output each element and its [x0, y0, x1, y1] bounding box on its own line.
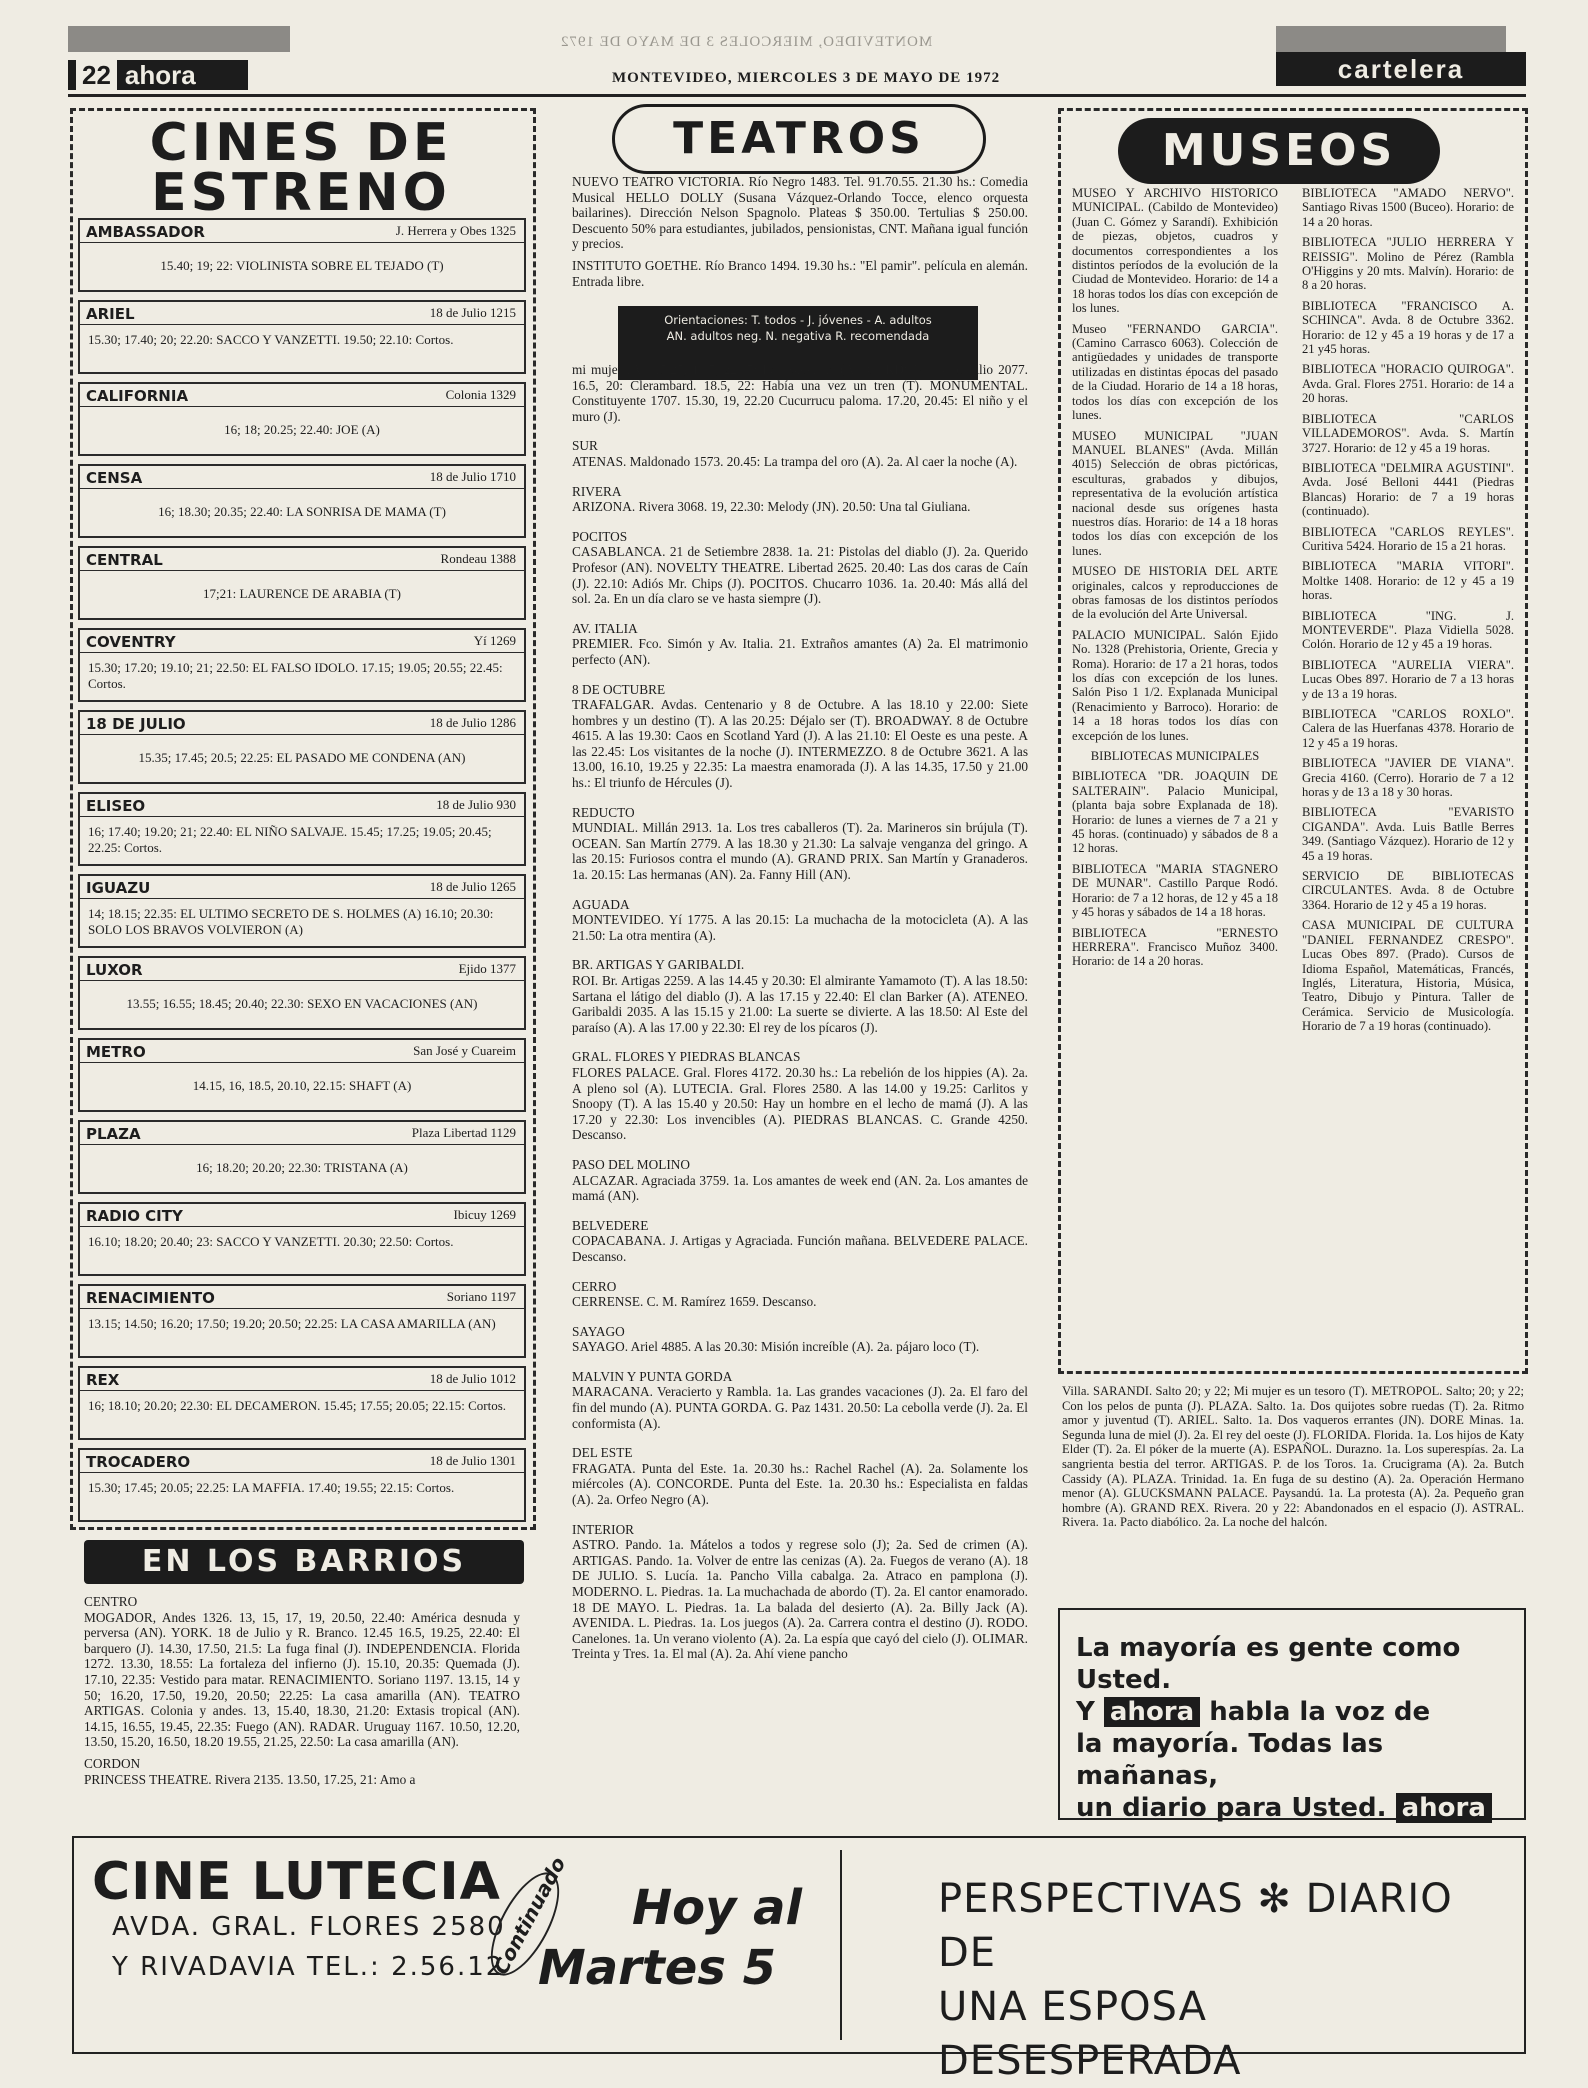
biblioteca-entry: CASA MUNICIPAL DE CULTURA "DANIEL FERNANDEZ CRESPO". Lucas Obes 897. (Prado). Cursos de Idioma Español, Matemáticas, Francés, Inglés, Literatura, Historia, Música, Teatro, Dibujo y Pintura. Taller de Cerámica. Servicio de Musicología. Horario de 7 a 19 horas (continuado).	[1302, 918, 1514, 1034]
listing-text: CERRENSE. C. M. Ramírez 1659. Descanso.	[572, 1294, 817, 1310]
film-title-line1: PERSPECTIVAS ✻ DIARIO DE	[938, 1876, 1453, 1976]
cines-title	[86, 113, 516, 223]
teatros-title: TEATROS	[612, 104, 986, 174]
divider	[80, 1226, 524, 1227]
cine-address: Plaza Libertad 1129	[411, 1125, 516, 1140]
cine-name: REX	[86, 1371, 120, 1389]
header-rule	[68, 94, 1526, 97]
ahora-advertisement	[1058, 1608, 1526, 1823]
cine-showings: 16; 18.10; 20.20; 22.30: EL DECAMERON. 15.45; 17.55; 20.05; 22.15: Cortos.	[88, 1398, 507, 1413]
biblioteca-entry: BIBLIOTECA "DELMIRA AGUSTINI". Avda. José Belloni 4441 (Piedras Blancas) Horario: de 7 a 19 horas (continuado).	[1302, 460, 1514, 519]
museo-entry: BIBLIOTECA "DR. JOAQUIN DE SALTERAIN". Palacio Municipal, (planta baja sobre Explanada de 18). Horario: de lunes a viernes de 7 a 21 y 45 horas. (continuado) y sábados de 8 a 12 horas.	[1072, 769, 1278, 856]
cine-address: San José y Cuareim	[413, 1043, 516, 1058]
barrio-head: AGUADA	[572, 896, 630, 912]
cine-showings: 14; 18.15; 22.35: EL ULTIMO SECRETO DE S. HOLMES (A) 16.10; 20.30: SOLO LOS BRAVOS VOLVIERON (A)	[88, 906, 494, 937]
cine-showings: 13.55; 16.55; 18.45; 20.40; 22.30: SEXO EN VACACIONES (AN)	[126, 996, 478, 1011]
cine-showings: 15.40; 19; 22: VIOLINISTA SOBRE EL TEJADO (T)	[160, 258, 444, 273]
listing-text: PREMIER. Fco. Simón y Av. Italia. 21. Extraños amantes (A) 2a. El matrimonio perfecto (AN).	[572, 636, 1028, 667]
biblioteca-entry: BIBLIOTECA "CARLOS REYLES". Curitiva 5424. Horario de 15 a 21 horas.	[1302, 524, 1514, 553]
barrios-title: EN LOS BARRIOS	[84, 1540, 524, 1584]
hoy-al: Hoy al	[632, 1880, 802, 1936]
cine-address: Soriano 1197	[446, 1289, 516, 1304]
cine-name: ELISEO	[86, 797, 146, 815]
listing-text: ROI. Br. Artigas 2259. A las 14.45 y 20.30: El almirante Yamamoto (T). A las 18.50: Sartana el látigo del diablo (J). A las 17.15 y 22.40: El clan Barker (A). ATENEO. Garibaldi 2035. A las 15.15 y 21.00: La suerte se divierte. A las 18.50: Al Este del paraíso (A). A las 17.00 y 22.30: El rey de los pícaros (J).	[572, 973, 1028, 1035]
cine-address: 18 de Julio 1301	[429, 1453, 516, 1468]
ad-line1: La mayoría es gente como Usted.	[1076, 1633, 1461, 1695]
ad-divider	[840, 1850, 842, 2040]
barrios-cordon-head: CORDON	[84, 1755, 141, 1771]
barrio-head: RIVERA	[572, 483, 622, 499]
lutecia-address-line1: AVDA. GRAL. FLORES 2580	[112, 1912, 506, 1942]
biblioteca-entry: SERVICIO DE BIBLIOTECAS CIRCULANTES. Avda. 8 de Octubre 3364. Horario de 12 y 45 a 19 horas.	[1302, 869, 1514, 912]
paper-name: ahora	[124, 60, 196, 90]
biblioteca-entry: BIBLIOTECA "AURELIA VIERA". Lucas Obes 897. Horario de 7 a 13 horas y de 13 a 19 horas.	[1302, 657, 1514, 701]
barrio-head: POCITOS	[572, 528, 628, 544]
listing-text: COPACABANA. J. Artigas y Agraciada. Función mañana. BELVEDERE PALACE. Descanso.	[572, 1233, 1028, 1264]
page-number: 22	[76, 60, 117, 90]
cine-listing	[78, 1448, 526, 1522]
cine-address: Ejido 1377	[458, 961, 516, 976]
cine-listing	[78, 464, 526, 538]
biblioteca-entry: BIBLIOTECA "ING. J. MONTEVERDE". Plaza Vidiella 5028. Colón. Horario de 12 y 45 a 19 horas.	[1302, 608, 1514, 652]
cines-list	[78, 218, 526, 1530]
ratings-legend-line1: Orientaciones: T. todos - J. jóvenes - A. adultos	[664, 313, 932, 327]
barrio-head: BELVEDERE	[572, 1217, 649, 1233]
continuado-badge: Continuado	[477, 1862, 573, 1985]
listing-text: FRAGATA. Punta del Este. 1a. 20.30 hs.: Rachel Rachel (A). 2a. Solamente los miércoles (A). CONCORDE. Punta del Este. 1a. 20.30 hs.: Especialista en faldas (A). 2a. Orfeo Negro (A).	[572, 1460, 1028, 1508]
museo-entry: BIBLIOTECAS MUNICIPALES	[1090, 749, 1260, 764]
teatros-victoria: NUEVO TEATRO VICTORIA. Río Negro 1483. Tel. 91.70.55. 21.30 hs.: Comedia Musical HELLO DOLLY (Susana Vázquez-Orlando Tocce, elenco orquesta bailarines). Dirección Nelson Spagnolo. Plateas $ 350.00. Tertulias $ 250.00. Descuento 50% para estudiantes, jubilados, pensionistas, CNT. Mañana igual función y precios.	[572, 174, 1028, 252]
divider	[80, 734, 524, 735]
divider	[80, 406, 524, 407]
cine-address: 18 de Julio 1710	[429, 469, 516, 484]
barrio-head: BR. ARTIGAS Y GARIBALDI.	[572, 957, 745, 973]
cine-address: 18 de Julio 1286	[429, 715, 516, 730]
cine-showings: 15.30; 17.40; 20; 22.20: SACCO Y VANZETTI. 19.50; 22.10: Cortos.	[88, 332, 454, 347]
cine-showings: 16.10; 18.20; 20.40; 23: SACCO Y VANZETTI. 20.30; 22.50: Cortos.	[88, 1234, 454, 1249]
museos-right-column	[1302, 186, 1514, 1040]
biblioteca-entry: BIBLIOTECA "JULIO HERRERA Y REISSIG". Molino de Pérez (Rambla O'Higgins y 20 mts. Malvín). Horario: de 8 a 20 horas.	[1302, 235, 1514, 293]
divider	[80, 652, 524, 653]
cine-listing	[78, 1120, 526, 1194]
museo-entry: PALACIO MUNICIPAL. Salón Ejido No. 1328 (Prehistoria, Oriente, Grecia y Roma). Horario: de 17 a 21 horas, todos los días con excepción de los lunes. Salón Piso 1 1/2. Explanada Municipal (Renacimiento y Barroco). Horario: de 14 a 18 horas todos los días con excepción de los lunes.	[1072, 627, 1278, 743]
listing-text: CASABLANCA. 21 de Setiembre 2838. 1a. 21: Pistolas del diablo (J). 2a. Querido Profesor (AN). NOVELTY THEATRE. Libertad 2625. 20.40: Las dos caras de Caín (J). 22.10: Adiós Mr. Chips (J). POCITOS. Chucarro 1036. 1a. 20.40: Más allá del sol. 2a. En un día claro se ve hasta siempre (J).	[572, 544, 1028, 607]
cine-address: 18 de Julio 930	[436, 797, 516, 812]
barrio-head: CERRO	[572, 1278, 617, 1294]
divider	[80, 898, 524, 899]
martes-5: Martes 5	[538, 1940, 777, 1996]
listing-text: MUNDIAL. Millán 2913. 1a. Los tres caballeros (T). 2a. Marineros sin brújula (T). OCEAN. San Martín 2779. A las 18.30 y 21.30: La salvaje venganza del gringo. A las 20.15: Furiosos contra el mundo (A). GRAND PRIX. San Martín y Granaderos. 1a. 20.15: Las hermanas (AN). 2a. Fanny Hill (AN).	[572, 820, 1028, 883]
listing-text: ATENAS. Maldonado 1573. 20.45: La trampa del oro (A). 2a. Al caer la noche (A).	[572, 453, 1018, 469]
biblioteca-entry: BIBLIOTECA "HORACIO QUIROGA". Avda. Gral. Flores 2751. Horario: de 14 a 20 horas.	[1302, 362, 1514, 406]
cine-showings: 15.30; 17.20; 19.10; 21; 22.50: EL FALSO IDOLO. 17.15; 19.05; 20.55; 22.45: Cortos.	[88, 660, 503, 691]
museo-entry: MUSEO MUNICIPAL "JUAN MANUEL BLANES" (Avda. Millán 4015) Selección de obras pictóricas, esculturas, grabados y dibujos, representativa de la evolución artística nacional desde sus orígenes hasta nuestros días. Horario: de 14 a 18 horas todos los días con excepción de los lunes.	[1072, 428, 1278, 558]
cine-address: Yí 1269	[473, 633, 516, 648]
masthead-shadow-left	[68, 26, 290, 52]
divider	[80, 1144, 524, 1145]
cine-listing	[78, 300, 526, 374]
cine-address: Ibicuy 1269	[453, 1207, 516, 1222]
museos-left-column	[1072, 186, 1278, 975]
cine-name: CENTRAL	[86, 551, 163, 569]
cine-showings: 13.15; 14.50; 16.20; 17.50; 19.20; 20.50; 22.25: LA CASA AMARILLA (AN)	[88, 1316, 496, 1331]
museo-entry: MUSEO Y ARCHIVO HISTORICO MUNICIPAL. (Cabildo de Montevideo) (Juan C. Gómez y Sarandí). Exhibición de piezas, objetos, cuadros y documentos correspondientes a los distintos períodos de la evolución de la Ciudad de Montevideo. Horario: de 14 a 18 horas todos los días con excepción de los lunes.	[1072, 186, 1278, 316]
lutecia-title: CINE LUTECIA	[92, 1852, 501, 1912]
divider	[80, 1472, 524, 1473]
biblioteca-entry: BIBLIOTECA "FRANCISCO A. SCHINCA". Avda. 8 de Octubre 3362. Horario: de 12 y 45 a 19 horas y de 17 a 21 y45 horas.	[1302, 298, 1514, 357]
cine-showings: 17;21: LAURENCE DE ARABIA (T)	[203, 586, 401, 601]
divider	[80, 488, 524, 489]
divider	[80, 570, 524, 571]
barrios-centro-head: CENTRO	[84, 1594, 138, 1609]
listing-text: mi mujer (A). 15.25, 19.5, 22.35: La residencia (A). CORDON. 18 de Julio 2077. 16.5, 20: Clerambard. 18.5, 22: Había una vez un tren (T). MONUMENTAL. Constituyente 1707. 15.30, 19, 22.20 Cucurrucu paloma. 17.20, 20.45: El niño y el muro (J).	[572, 362, 1028, 424]
cine-address: Rondeau 1388	[440, 551, 516, 566]
cine-name: 18 DE JULIO	[86, 715, 186, 733]
cine-listing	[78, 956, 526, 1030]
cine-name: RADIO CITY	[86, 1207, 183, 1225]
barrio-head: SAYAGO	[572, 1323, 625, 1339]
museos-title: MUSEOS	[1118, 118, 1440, 184]
cine-listing	[78, 710, 526, 784]
interior-continued: Villa. SARANDI. Salto 20; y 22; Mi mujer es un tesoro (T). METROPOL. Salto; 20; y 22; Con los pelos de punta (J). PLAZA. Salto. 1a. Dos quijotes sobre ruedas (T). 2a. Ritmo amor y juventud (T). ARIEL. Salto. 1a. Dos vaqueros errantes (JN). DORE Minas. 1a. Segunda luna de miel (J). 2a. El rey del oeste (J). FLORIDA. Florida. 1a. Los hijos de Katy Elder (T). 2a. El póker de la muerte (A). ESPAÑOL. Durazno. 1a. Los superespías. 2a. La sangrienta bestia del terror. ARTIGAS. P. de los Toros. 1a. Crucigrama (A). 2a. Butch Cassidy (A). PLAZA. Trinidad. 1a. En fuga de su destino (A). 2a. Operación Hermano menor (A). GLUCKSMANN PALACE. Paysandú. 1a. La protesta (A). 2a. Pequeño gran hombre (A). GRAND REX. Rivera. 20 y 22: Abandonados en el espacio (J). ASTRAL. Rivera. 1a. Pacto diabólico. 2a. La noche del halcón.	[1062, 1384, 1524, 1530]
barrio-head: 8 DE OCTUBRE	[572, 681, 666, 697]
cine-showings: 15.30; 17.45; 20.05; 22.25: LA MAFFIA. 17.40; 19.55; 22.15: Cortos.	[88, 1480, 455, 1495]
teatros-intro	[572, 174, 1028, 295]
cine-listing	[78, 1202, 526, 1276]
cine-listing	[78, 1366, 526, 1440]
cine-showings: 16; 17.40; 19.20; 21; 22.40: EL NIÑO SALVAJE. 15.45; 17.25; 19.05; 20.45; 22.25: Cortos.	[88, 824, 492, 855]
teatros-listings	[572, 362, 1028, 1668]
cine-name: LUXOR	[86, 961, 143, 979]
cine-showings: 15.35; 17.45; 20.5; 22.25: EL PASADO ME CONDENA (AN)	[138, 750, 466, 765]
biblioteca-entry: BIBLIOTECA "AMADO NERVO". Santiago Rivas 1500 (Buceo). Horario: de 14 a 20 horas.	[1302, 186, 1514, 229]
museo-entry: BIBLIOTECA "ERNESTO HERRERA". Francisco Muñoz 3400. Horario: de 14 a 20 horas.	[1072, 925, 1278, 969]
cine-name: COVENTRY	[86, 633, 176, 651]
biblioteca-entry: BIBLIOTECA "CARLOS ROXLO". Calera de las Huerfanas 4378. Horario de 12 y 45 a 19 horas.	[1302, 707, 1514, 750]
biblioteca-entry: BIBLIOTECA "CARLOS VILLADEMOROS". Avda. S. Martín 3727. Horario: de 12 y 45 a 19 horas.	[1302, 411, 1514, 455]
ad-line2a: Y	[1076, 1697, 1095, 1727]
barrios-centro-text: MOGADOR, Andes 1326. 13, 15, 17, 19, 20.50, 22.40: América desnuda y perversa (AN). YORK. 18 de Julio y R. Branco. 12.45 16.5, 19.25, 22.40: El barquero (J). 14.30, 17.50, 21.5: La fuga final (J). INDEPENDENCIA. Florida 1272. 13.30, 18.55: La fortaleza del infierno (J). 15.10, 20.35: Quemada (J). 17.10, 22.35: Vestido para matar. RENACIMIENTO. Soriano 1197. 13.15, 14 y 50; 16.20, 17.50, 19.20, 20.50; 22.25: La casa amarilla (AN). TEATRO ARTIGAS. Colonia y andes. 13, 15.40, 18.30, 21.20: Extasis tropical (AN). 14.15, 16.55, 19.45, 22.35: Fuego (AN). RADAR. Uruguay 1167. 10.50, 12.20, 13.50, 15.20, 16.50, 18.20 19.55, 21.25, 22.50: La casa amarilla (AN).	[84, 1609, 520, 1750]
barrio-head: AV. ITALIA	[572, 620, 638, 636]
lutecia-address-line2: Y RIVADAVIA TEL.: 2.56.12	[112, 1952, 505, 1982]
ahora-logo: ahora	[1396, 1793, 1492, 1823]
cines-title-line2: ESTRENO	[151, 163, 451, 223]
cine-name: IGUAZU	[86, 879, 151, 897]
cine-address: 18 de Julio 1012	[429, 1371, 516, 1386]
section-name: cartelera	[1276, 52, 1526, 86]
cine-name: RENACIMIENTO	[86, 1289, 215, 1307]
biblioteca-entry: BIBLIOTECA "MARIA VITORI". Moltke 1408. Horario: de 12 y 45 a 19 horas.	[1302, 559, 1514, 603]
cine-name: CENSA	[86, 469, 143, 487]
listing-text: TRAFALGAR. Avdas. Centenario y 8 de Octubre. A las 18.10 y 22.00: Siete hombres y un destino (T). A las 20.25: Déjalo ser (T). BROADWAY. 8 de Octubre 4615. A las 19.30: Caos en Scotland Yard (J). A las 21.10: El Oeste es una peste. A las 22.45: Los visitantes de la noche (J). INTERMEZZO. 8 de Octubre 3621. A las 13.00, 16.10, 19.25 y 22.35: La maestra enamorada (J). A las 14.35, 17.50 y 21.00 hs.: El triunfo de Hércules (J).	[572, 697, 1028, 791]
divider	[80, 816, 524, 817]
listing-text: ALCAZAR. Agraciada 3759. 1a. Los amantes de week end (AN. 2a. Los amantes de mamá (AN).	[572, 1172, 1028, 1204]
cine-listing	[78, 218, 526, 292]
barrio-head: SUR	[572, 438, 598, 454]
museo-entry: Museo "FERNANDO GARCIA". (Camino Carrasco 6063). Colección de antigüedades y unidades de transporte utilizadas en distintas épocas del pasado de la Ciudad. Horario de 14 a 18 horas, todos los días con excepción de los lunes.	[1072, 321, 1278, 423]
film-title-line2: UNA ESPOSA DESESPERADA	[938, 1984, 1242, 2084]
listing-text: MONTEVIDEO. Yí 1775. A las 20.15: La muchacha de la motocicleta (A). A las 21.50: La otra mentira (A).	[572, 912, 1028, 943]
barrio-head: INTERIOR	[572, 1521, 635, 1537]
divider	[80, 324, 524, 325]
cines-title-line1: CINES DE	[149, 113, 453, 173]
cine-address: Colonia 1329	[445, 387, 516, 402]
show-through-text: MONTEVIDEO, MIERCOLES 3 DE MAYO DE 1972	[560, 34, 933, 50]
cine-address: 18 de Julio 1215	[429, 305, 516, 320]
cine-showings: 16; 18; 20.25; 22.40: JOE (A)	[224, 422, 380, 437]
barrio-head: REDUCTO	[572, 804, 635, 820]
barrio-head: GRAL. FLORES Y PIEDRAS BLANCAS	[572, 1049, 801, 1065]
cine-showings: 16; 18.20; 20.20; 22.30: TRISTANA (A)	[196, 1160, 408, 1175]
divider	[80, 1390, 524, 1391]
cine-listing	[78, 1284, 526, 1358]
barrios-cordon-text: PRINCESS THEATRE. Rivera 2135. 13.50, 17.25, 21: Amo a	[84, 1771, 416, 1787]
cine-listing	[78, 792, 526, 866]
museo-entry: MUSEO DE HISTORIA DEL ARTE originales, calcos y reproducciones de obras famosas de los distintos períodos de la evolución del Arte Universal.	[1072, 564, 1278, 622]
ad-line2b: habla la voz de	[1209, 1697, 1431, 1727]
film-titles	[938, 1872, 1498, 2088]
issue-date: MONTEVIDEO, MIERCOLES 3 DE MAYO DE 1972	[612, 70, 1001, 86]
ahora-logo: ahora	[1104, 1697, 1200, 1727]
cine-listing	[78, 382, 526, 456]
divider	[80, 242, 524, 243]
divider	[80, 980, 524, 981]
cine-name: ARIEL	[86, 305, 135, 323]
biblioteca-entry: BIBLIOTECA "EVARISTO CIGANDA". Avda. Luis Batlle Berres 349. (Santiago Vázquez). Horario de 12 y 45 a 19 horas.	[1302, 805, 1514, 863]
cine-showings: 14.15, 16, 18.5, 20.10, 22.15: SHAFT (A)	[192, 1078, 412, 1093]
ratings-legend-line2: AN. adultos neg. N. negativa R. recomendada	[666, 329, 930, 343]
page-header	[68, 60, 248, 90]
cine-name: CALIFORNIA	[86, 387, 189, 405]
masthead-shadow-right	[1276, 26, 1506, 52]
cine-name: AMBASSADOR	[86, 223, 205, 241]
listing-text: ARIZONA. Rivera 3068. 19, 22.30: Melody (JN). 20.50: Una tal Giuliana.	[572, 499, 971, 515]
cine-listing	[78, 628, 526, 702]
barrio-head: DEL ESTE	[572, 1445, 633, 1461]
museo-entry: BIBLIOTECA "MARIA STAGNERO DE MUNAR". Castillo Parque Rodó. Horario: de 7 a 12 horas, de 12 y 45 a 18 y 45 horas y sábados de 14 a 18 horas.	[1072, 861, 1278, 920]
barrio-head: PASO DEL MOLINO	[572, 1156, 690, 1172]
cine-listing	[78, 874, 526, 948]
biblioteca-entry: BIBLIOTECA "JAVIER DE VIANA". Grecia 4160. (Cerro). Horario de 7 a 12 horas y de 13 a 18 y 30 horas.	[1302, 756, 1514, 800]
divider	[80, 1062, 524, 1063]
barrio-head: MALVIN Y PUNTA GORDA	[572, 1368, 733, 1384]
cine-listing	[78, 1038, 526, 1112]
listing-text: ASTRO. Pando. 1a. Mátelos a todos y regrese solo (J); 2a. Sed de crimen (A). ARTIGAS. Pando. 1a. Volver de entre las cenizas (A). 2a. Fuegos de verano (A). 18 DE JULIO. S. Lucía. 1a. Pancho Villa cabalga. 2a. Atraco en pamplona (J). MODERNO. L. Piedras. 1a. La muchachada de abordo (T). 2a. El cantor enamorado. 18 DE MAYO. L. Piedras. 1a. La balada del desierto (A). 2a. Billy Jack (A). AVENIDA. L. Piedras. 1a. Los juegos (A). 2a. Carrera contra el destino (J). RODO. Canelones. 1a. Un verano violento (A). 2a. La espía que cayó del cielo (J). OLIMAR. Treinta y Tres. 1a. El mal (A). 2a. Ahí viene pancho	[572, 1537, 1028, 1662]
divider	[80, 1308, 524, 1309]
cine-address: 18 de Julio 1265	[429, 879, 516, 894]
cine-listing	[78, 546, 526, 620]
cine-address: J. Herrera y Obes 1325	[395, 223, 516, 238]
listing-text: MARACANA. Veracierto y Rambla. 1a. Las grandes vacaciones (J). 2a. El faro del fin del mundo (A). PUNTA GORDA. G. Paz 1431. 20.50: La cebolla verde (J). 2a. El conformista (A).	[572, 1384, 1028, 1431]
cine-name: PLAZA	[86, 1125, 141, 1143]
cine-name: METRO	[86, 1043, 146, 1061]
barrios-text	[84, 1594, 520, 1793]
listing-text: SAYAGO. Ariel 4885. A las 20.30: Misión increíble (A). 2a. pájaro loco (T).	[572, 1339, 980, 1355]
teatros-goethe: INSTITUTO GOETHE. Río Branco 1494. 19.30 hs.: "El pamir". película en alemán. Entrada libre.	[572, 257, 1028, 289]
cine-name: TROCADERO	[86, 1453, 191, 1471]
ad-line4: un diario para Usted.	[1076, 1793, 1387, 1823]
listing-text: FLORES PALACE. Gral. Flores 4172. 20.30 hs.: La rebelión de los hippies (A). 2a. A pleno sol (A). LUTECIA. Gral. Flores 2580. A las 14.00 y 19.25: Carlitos y Snoopy (T). A las 15.40 y 20.50: Hay un hombre en el lecho de mamá (J). A las 17.20 y 22.30: Los invencibles (A). PIEDRAS BLANCAS. C. Grande 4250. Descanso.	[572, 1064, 1028, 1143]
ad-line3: la mayoría. Todas las mañanas,	[1076, 1729, 1384, 1791]
cine-showings: 16; 18.30; 20.35; 22.40: LA SONRISA DE MAMA (T)	[158, 504, 446, 519]
